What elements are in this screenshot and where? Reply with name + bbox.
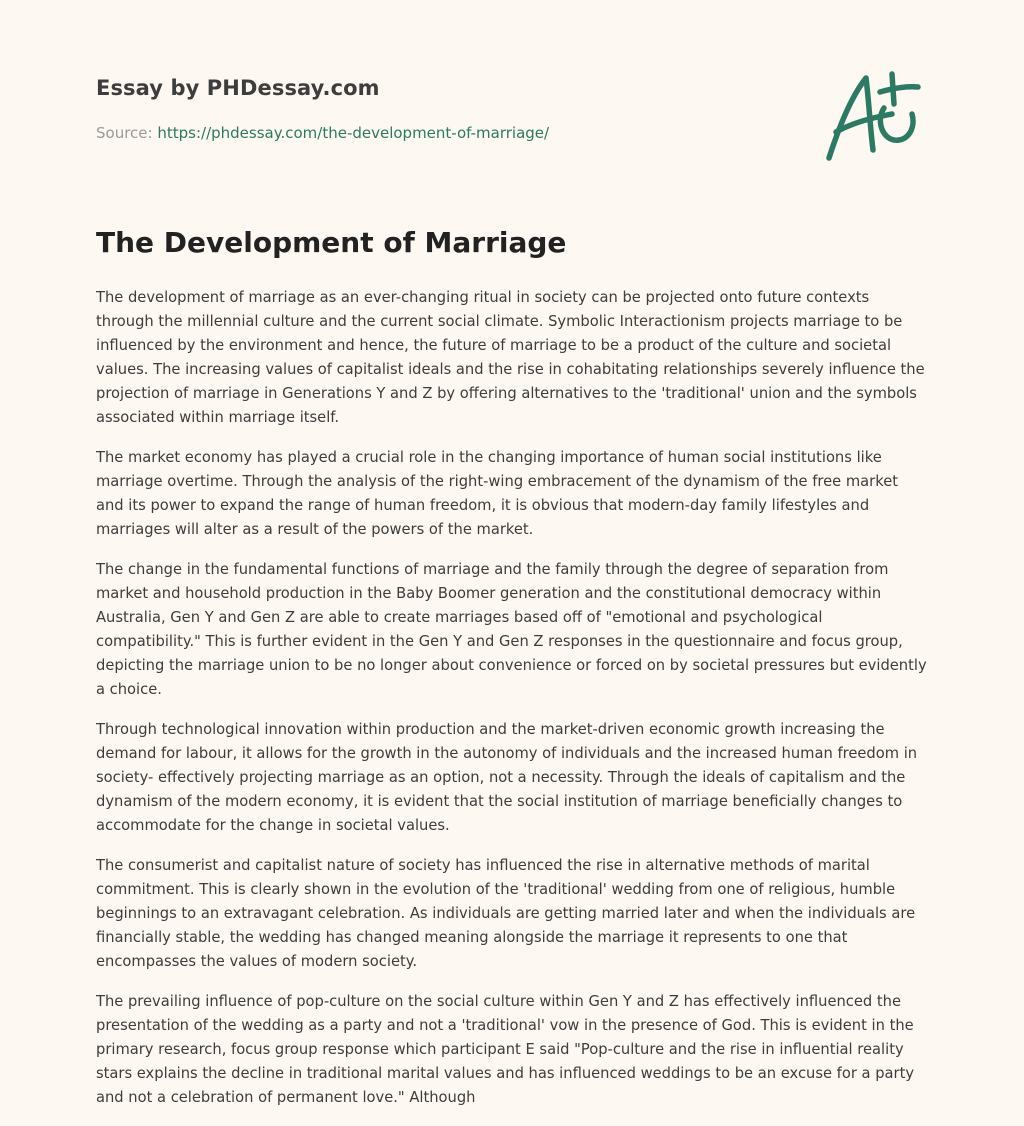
essay-paragraph: The development of marriage as an ever-changing ritual in society can be projected onto future contexts through the millennial culture and the current social climate. Symbolic Interactionism projects marriage to be influenced by the environment and hence, the future of marriage to be a product of the culture and societal values. The increasing values of capitalist ideals and the rise in cohabitating relationships severely influence the projection of marriage in Generations Y and Z by offering alternatives to the 'traditional' union and the symbols associated within marriage itself. [96, 289, 925, 426]
essay-paragraph: The market economy has played a crucial role in the changing importance of human social institutions like marriage overtime. Through the analysis of the right-wing embracement of the dynamism of the free market and its power to expand the range of human freedom, it is obvious that modern-day family lifestyles and marriages will alter as a result of the powers of the market. [96, 449, 898, 538]
essay-paragraph: The prevailing influence of pop-culture on the social culture within Gen Y and Z has effectively influenced the presentation of the wedding as a party and not a 'traditional' vow in the presence of God. This is evident in the primary research, focus group response which participant E said "Pop-culture and the rise in influential reality stars explains the decline in traditional marital values and has influenced weddings to be an excuse for a party and not a celebration of permanent love." Although [96, 993, 915, 1106]
essay-title: The Development of Marriage [96, 226, 567, 259]
source-line [96, 124, 549, 142]
source-link[interactable]: https://phdessay.com/the-development-of-marriage/ [157, 124, 550, 142]
site-title: Essay by PHDessay.com [96, 76, 380, 100]
essay-paragraph: The consumerist and capitalist nature of society has influenced the rise in alternative methods of marital commitment. This is clearly shown in the evolution of the 'traditional' wedding from one of religious, humble beginnings to an extravagant celebration. As individuals are getting married later and when the individuals are financially stable, the wedding has changed meaning alongside the marriage it represents to one that encompasses the values of modern society. [96, 857, 916, 970]
source-label: Source: [96, 124, 153, 142]
essay-paragraph: Through technological innovation within production and the market-driven economic growth increasing the demand for labour, it allows for the growth in the autonomy of individuals and the increased human freedom in society- effectively projecting marriage as an option, not a necessity. Through the ideals of capitalism and the dynamism of the modern economy, it is evident that the social institution of marriage beneficially changes to accommodate for the change in societal values. [96, 721, 918, 834]
essay-paragraph: The change in the fundamental functions of marriage and the family through the degree of separation from market and household production in the Baby Boomer generation and the constitutional democracy within Australia, Gen Y and Gen Z are able to create marriages based off of "emotional and psychological compatibility." This is further evident in the Gen Y and Gen Z responses in the questionnaire and focus group, depicting the marriage union to be no longer about convenience or forced on by societal pressures but evidently a choice. [96, 561, 927, 698]
a-plus-logo [824, 68, 928, 164]
essay-body [96, 286, 930, 1126]
